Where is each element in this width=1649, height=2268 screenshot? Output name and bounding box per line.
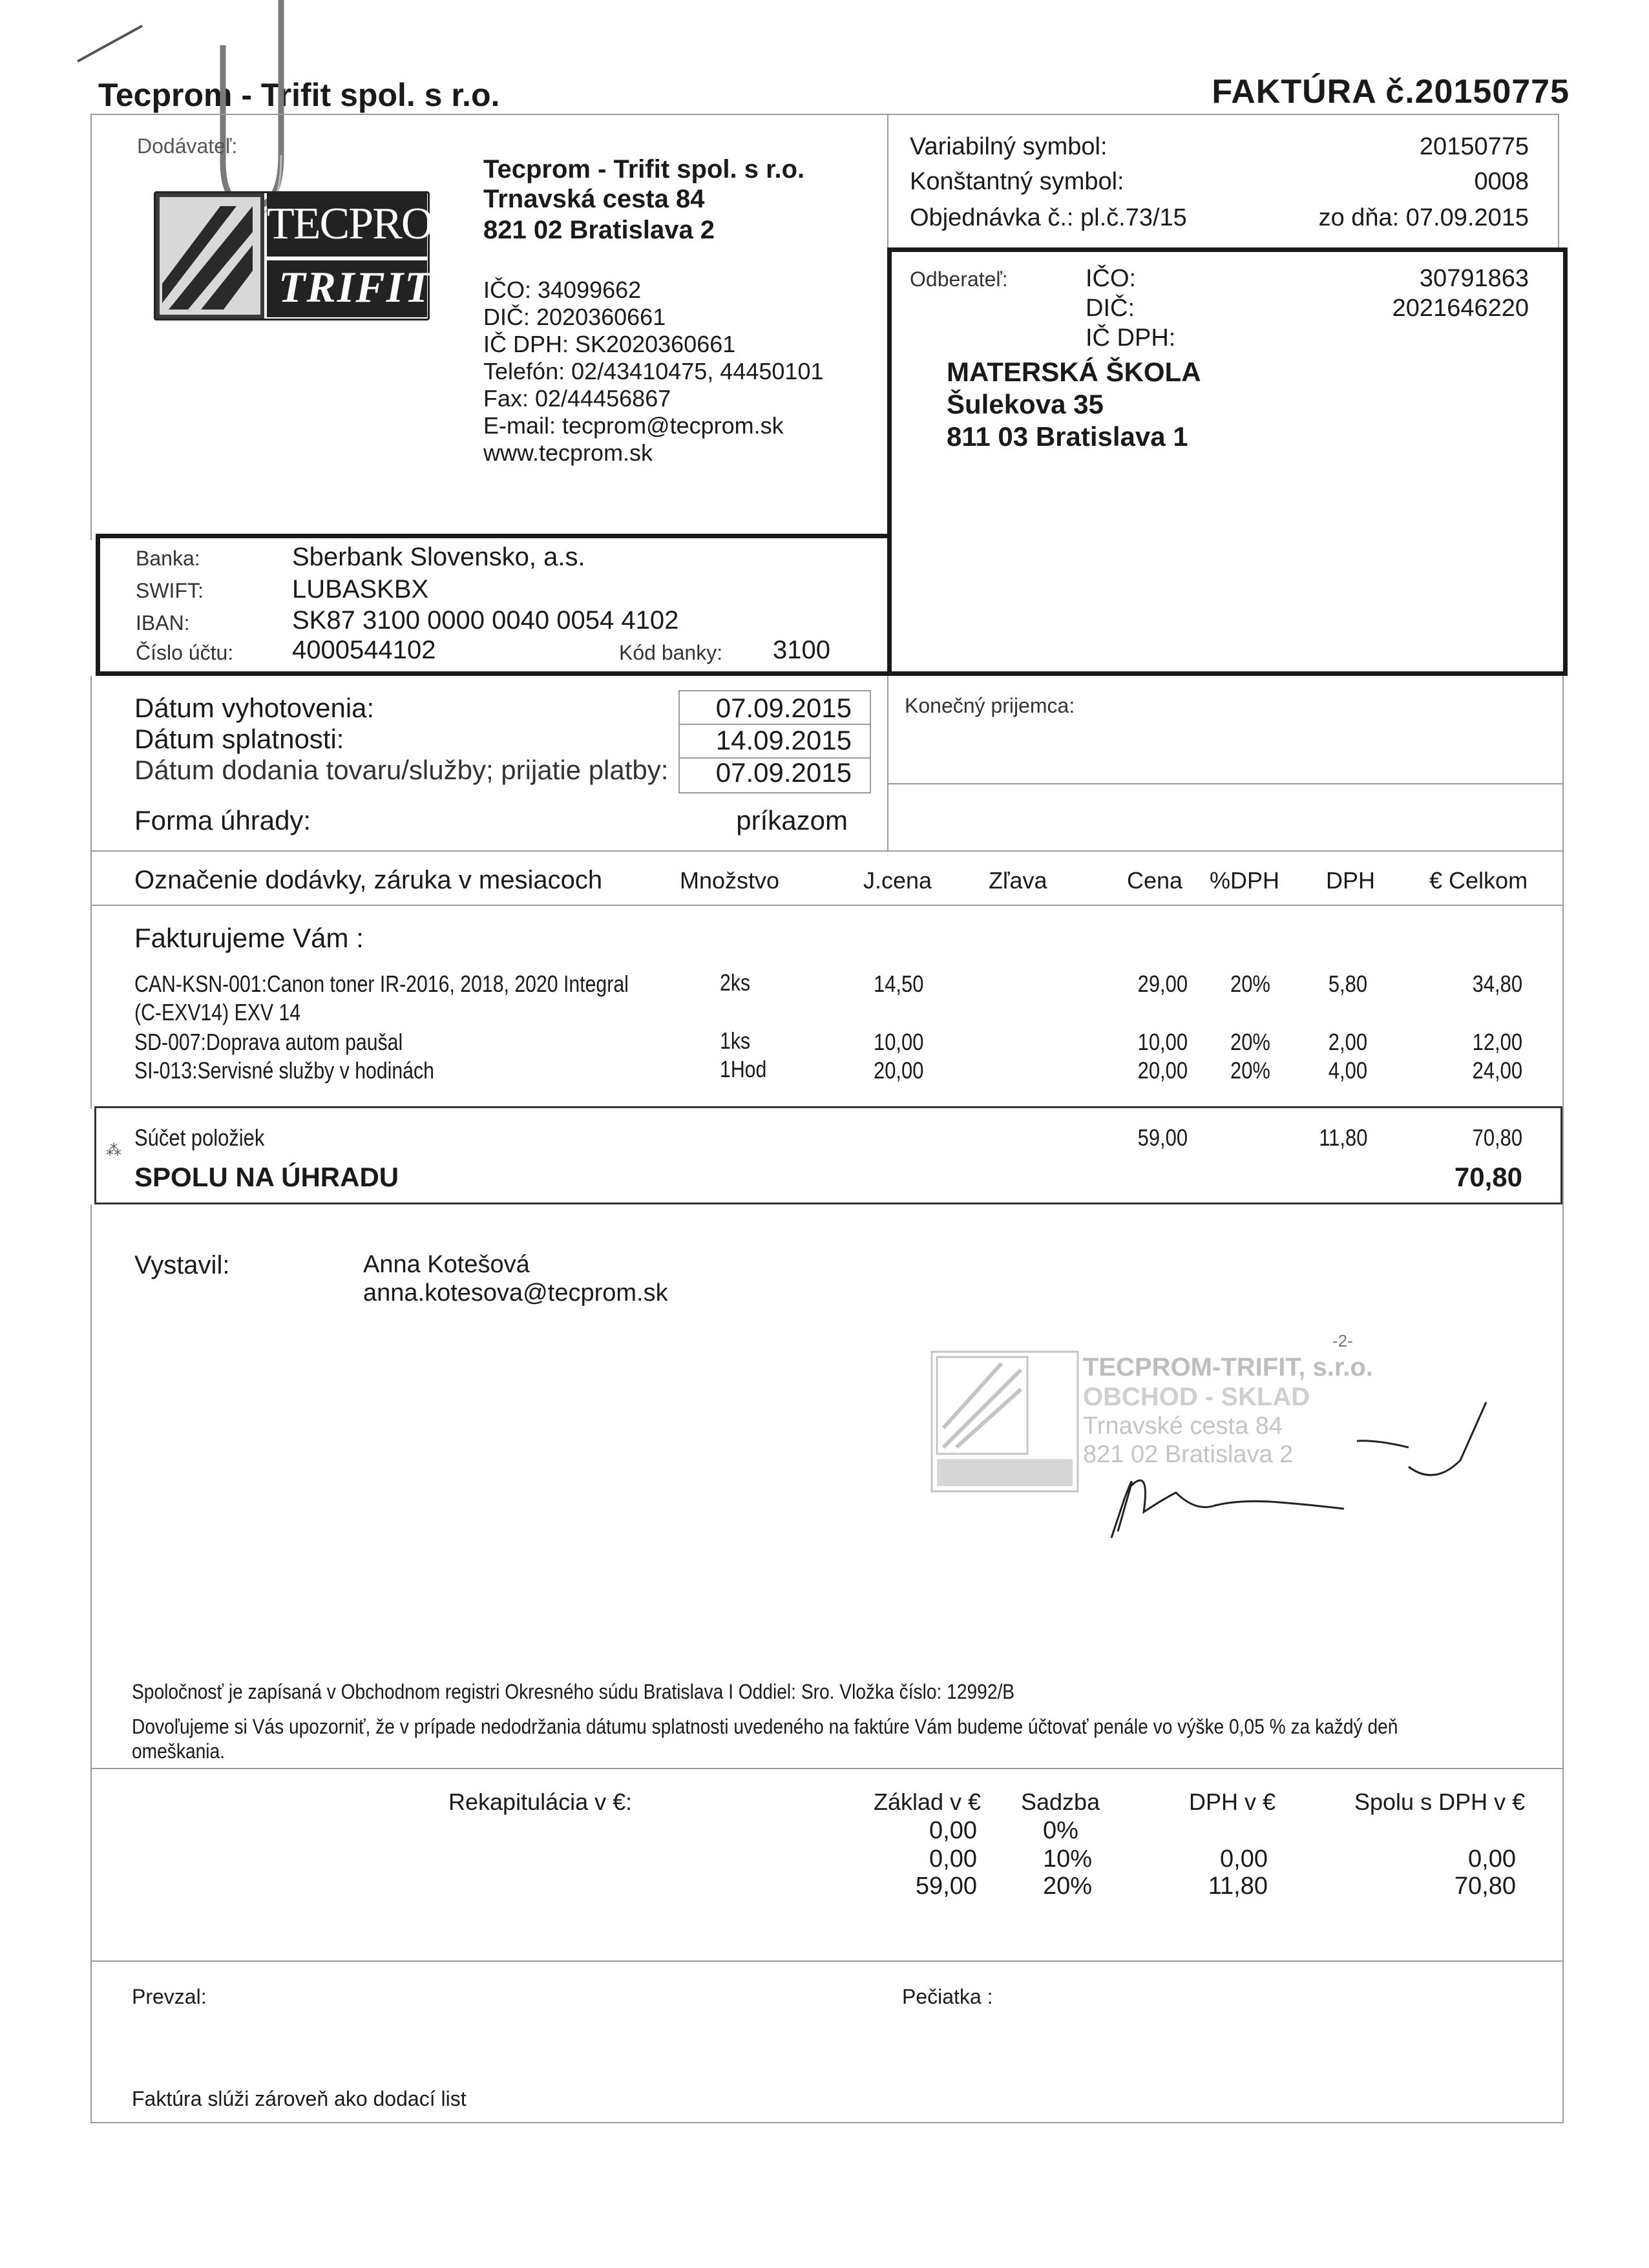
row-vat: 2,00 <box>1328 1029 1367 1055</box>
iban-value: SK87 3100 0000 0040 0054 4102 <box>292 606 679 635</box>
payment-method-label: Forma úhrady: <box>134 805 311 835</box>
sum-total: 70,80 <box>1472 1124 1522 1151</box>
recap-header-base: Základ v € <box>874 1789 982 1815</box>
stamp-line-2: OBCHOD - SKLAD <box>1083 1383 1310 1411</box>
col-header-unit-price: J.cena <box>863 867 932 894</box>
recap-header-rate: Sadzba <box>1021 1789 1100 1815</box>
company-logo <box>154 191 472 320</box>
recap-label: Rekapitulácia v €: <box>448 1789 633 1815</box>
row-vat-pct: 20% <box>1230 1057 1270 1084</box>
supplier-phone: Telefón: 02/43410475, 44450101 <box>483 358 824 384</box>
issuer-email: anna.kotesova@tecprom.sk <box>363 1279 668 1307</box>
row-unit-price: 14,50 <box>874 971 924 997</box>
bullet-icon: ⁂ <box>106 1142 121 1159</box>
delivery-date-label: Dátum dodania tovaru/služby; prijatie platby: <box>134 755 669 785</box>
company-title: Tecprom - Trifit spol. s r.o. <box>98 77 500 113</box>
due-date-label: Dátum splatnosti: <box>134 724 344 754</box>
penalty-notice: Dovoľujeme si Vás upozorniť, že v prípade nedodržania dátumu splatnosti uvedeného na faktúre Vám budeme účtovať penále vo výške 0,05 % za každý deň <box>132 1715 1398 1738</box>
customer-dic-label: DIČ: <box>1086 295 1135 322</box>
recap-base: 59,00 <box>915 1873 977 1900</box>
customer-label: Odberateľ: <box>910 268 1008 291</box>
bank-value: Sberbank Slovensko, a.s. <box>292 543 585 571</box>
recap-vat: 11,80 <box>1208 1873 1268 1900</box>
recap-header-total: Spolu s DPH v € <box>1354 1789 1526 1815</box>
col-header-vat: DPH <box>1326 867 1376 894</box>
swift-value: LUBASKBX <box>292 575 429 604</box>
row-total: 12,00 <box>1472 1029 1522 1055</box>
customer-street: Šulekova 35 <box>947 389 1104 419</box>
total-due-label: SPOLU NA ÚHRADU <box>134 1162 399 1192</box>
recap-total: 0,00 <box>1468 1845 1516 1873</box>
row-unit-price: 20,00 <box>874 1057 924 1084</box>
bank-code-label: Kód banky: <box>619 641 723 664</box>
stamp-line-1: TECPROM-TRIFIT, s.r.o. <box>1083 1353 1373 1381</box>
variable-symbol-value: 20150775 <box>1419 133 1529 160</box>
row-price: 29,00 <box>1137 971 1188 997</box>
issue-date-label: Dátum vyhotovenia: <box>134 693 375 723</box>
variable-symbol-label: Variabilný symbol: <box>910 133 1108 160</box>
row-qty: 2ks <box>720 969 751 996</box>
constant-symbol-value: 0008 <box>1474 168 1529 195</box>
row-vat-pct: 20% <box>1230 971 1270 997</box>
supplier-web: www.tecprom.sk <box>483 439 653 466</box>
delivery-date-value: 07.09.2015 <box>715 757 852 788</box>
sum-price: 59,00 <box>1137 1124 1188 1151</box>
supplier-dic: DIČ: 2020360661 <box>483 304 666 330</box>
due-date-value: 14.09.2015 <box>715 725 852 755</box>
row-total: 34,80 <box>1472 971 1522 997</box>
recap-total: 70,80 <box>1454 1873 1516 1900</box>
recap-base: 0,00 <box>929 1845 977 1873</box>
issuer-name: Anna Kotešová <box>363 1251 530 1278</box>
col-header-price: Cena <box>1127 867 1183 894</box>
row-vat-pct: 20% <box>1230 1029 1270 1055</box>
recap-vat: 0,00 <box>1220 1845 1268 1873</box>
customer-ico-value: 30791863 <box>1419 265 1529 292</box>
registry-note: Spoločnosť je zapísaná v Obchodnom registri Okresného súdu Bratislava I Oddiel: Sro. Vložka číslo: 12992/B <box>132 1680 1015 1703</box>
col-header-desc: Označenie dodávky, záruka v mesiacoch <box>134 866 603 894</box>
customer-ico-label: IČO: <box>1086 265 1137 292</box>
total-due-value: 70,80 <box>1454 1162 1522 1192</box>
supplier-city: 821 02 Bratislava 2 <box>483 216 715 244</box>
received-by-label: Prevzal: <box>132 1985 207 2008</box>
supplier-email: E-mail: tecprom@tecprom.sk <box>483 412 784 439</box>
logo-mark-icon <box>156 193 264 319</box>
penalty-notice-2: omeškania. <box>132 1739 226 1763</box>
constant-symbol-label: Konštantný symbol: <box>910 168 1124 195</box>
supplier-ico: IČO: 34099662 <box>483 277 642 303</box>
supplier-label: Dodávateľ: <box>137 134 238 158</box>
customer-icdph-label: IČ DPH: <box>1086 324 1176 352</box>
supplier-name: Tecprom - Trifit spol. s r.o. <box>483 155 805 184</box>
logo-text-bottom: TRIFIT <box>278 262 433 311</box>
customer-name: MATERSKÁ ŠKOLA <box>947 357 1201 387</box>
row-total: 24,00 <box>1472 1057 1522 1084</box>
logo-text-top: TECPROM <box>267 199 472 249</box>
recap-base: 0,00 <box>929 1817 977 1844</box>
row-desc: SD-007:Doprava autom paušal <box>134 1029 403 1055</box>
col-header-discount: Zľava <box>989 867 1047 894</box>
row-vat: 4,00 <box>1328 1057 1367 1084</box>
stamp-line-4: 821 02 Bratislava 2 <box>1083 1441 1294 1468</box>
supplier-fax: Fax: 02/44456867 <box>483 385 671 412</box>
row-desc-2: (C-EXV14) EXV 14 <box>134 999 301 1025</box>
recap-rate: 20% <box>1043 1873 1093 1900</box>
iban-label: IBAN: <box>136 611 190 635</box>
supplier-icdph: IČ DPH: SK2020360661 <box>483 331 736 357</box>
row-qty: 1ks <box>720 1027 751 1054</box>
account-label: Číslo účtu: <box>136 641 234 664</box>
account-value: 4000544102 <box>292 636 436 664</box>
stamp-label: Pečiatka : <box>902 1985 993 2008</box>
col-header-vat-pct: %DPH <box>1210 867 1280 894</box>
recap-header-vat: DPH v € <box>1189 1789 1276 1815</box>
row-desc: SI-013:Servisné služby v hodinách <box>134 1057 434 1084</box>
stamp-line-3: Trnavské cesta 84 <box>1083 1412 1283 1440</box>
stamp-logo-icon <box>930 1350 1079 1493</box>
customer-city: 811 03 Bratislava 1 <box>947 421 1188 452</box>
swift-label: SWIFT: <box>136 579 204 602</box>
col-header-total: € Celkom <box>1429 867 1528 894</box>
row-desc: CAN-KSN-001:Canon toner IR-2016, 2018, 2020 Integral <box>134 971 629 997</box>
sum-label: Súčet položiek <box>134 1124 265 1151</box>
row-vat: 5,80 <box>1328 971 1367 997</box>
bank-label: Banka: <box>136 547 200 570</box>
invoice-title: FAKTÚRA č.20150775 <box>1212 73 1570 110</box>
recap-rate: 10% <box>1043 1845 1093 1873</box>
col-header-qty: Množstvo <box>680 867 780 894</box>
row-unit-price: 10,00 <box>874 1029 924 1055</box>
row-price: 10,00 <box>1137 1029 1188 1055</box>
recap-rate: 0% <box>1043 1817 1078 1844</box>
items-intro: Fakturujeme Vám : <box>134 923 364 953</box>
order-number: Objednávka č.: pl.č.73/15 <box>910 204 1187 231</box>
row-price: 20,00 <box>1137 1057 1188 1084</box>
issuer-label: Vystavil: <box>134 1251 230 1279</box>
page-mark: -2- <box>1332 1331 1353 1350</box>
issue-date-value: 07.09.2015 <box>715 693 852 723</box>
sum-vat: 11,80 <box>1318 1124 1367 1151</box>
bank-code-value: 3100 <box>773 636 830 664</box>
final-recipient-label: Konečný prijemca: <box>905 694 1075 717</box>
customer-dic-value: 2021646220 <box>1392 295 1529 322</box>
payment-method-value: príkazom <box>736 805 848 835</box>
supplier-street: Trnavská cesta 84 <box>483 185 705 213</box>
row-qty: 1Hod <box>720 1056 767 1082</box>
delivery-note: Faktúra slúži zároveň ako dodací list <box>132 2087 467 2110</box>
order-date: zo dňa: 07.09.2015 <box>1318 204 1529 231</box>
signature <box>1073 1389 1499 1544</box>
